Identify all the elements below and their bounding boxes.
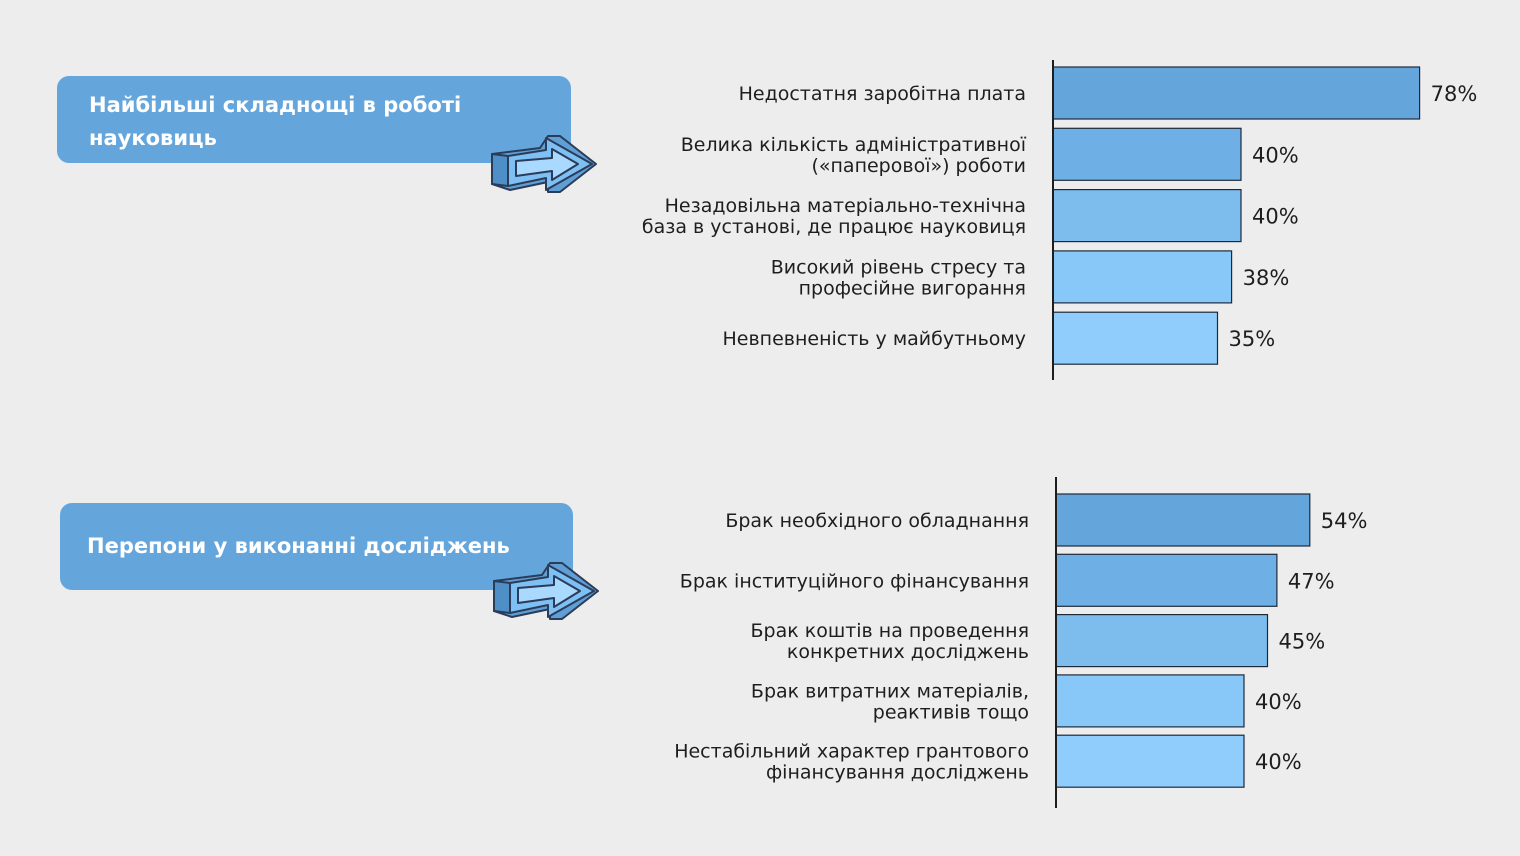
category-label: Брак інституційного фінансування bbox=[679, 570, 1029, 593]
value-label: 40% bbox=[1255, 689, 1302, 714]
bar bbox=[1053, 251, 1232, 303]
value-label: 40% bbox=[1252, 204, 1299, 229]
category-label: Брак необхідного обладнання bbox=[725, 510, 1029, 532]
bar bbox=[1053, 190, 1241, 242]
value-label: 38% bbox=[1242, 265, 1290, 290]
chart-2-title-text: Перепони у виконанні досліджень bbox=[87, 534, 510, 558]
bar bbox=[1056, 735, 1244, 787]
category-label: Незадовільна матеріально-технічна база в установі, де працює науковиця bbox=[641, 195, 1026, 239]
category-label: Нестабільний характер грантового фінансування досліджень bbox=[674, 740, 1029, 784]
value-label: 47% bbox=[1287, 569, 1335, 594]
bar bbox=[1053, 312, 1218, 364]
bar bbox=[1053, 67, 1420, 119]
chart-2 bbox=[674, 477, 1367, 808]
chart-1 bbox=[642, 60, 1477, 380]
bar bbox=[1056, 554, 1277, 606]
bar bbox=[1056, 675, 1244, 727]
bar bbox=[1056, 615, 1268, 667]
category-label: Недостатня заробітна плата bbox=[738, 83, 1026, 105]
value-label: 35% bbox=[1228, 327, 1276, 352]
value-label: 45% bbox=[1278, 629, 1326, 654]
bar bbox=[1056, 494, 1310, 546]
category-label: Високий рівень стресу та професійне вигорання bbox=[770, 256, 1026, 300]
category-label: Брак коштів на проведення конкретних досліджень bbox=[750, 620, 1029, 664]
value-label: 40% bbox=[1255, 750, 1302, 775]
category-label: Невпевненість у майбутньому bbox=[722, 328, 1026, 351]
value-label: 78% bbox=[1430, 82, 1478, 106]
category-label: Велика кількість адміністративної («паперової») роботи bbox=[680, 133, 1026, 177]
bar bbox=[1053, 128, 1241, 180]
chart-1-title-text: Найбільші складнощі в роботі науковиць bbox=[89, 93, 462, 150]
category-label: Брак витратних матеріалів, реактивів тощо bbox=[750, 680, 1029, 724]
value-label: 40% bbox=[1252, 143, 1299, 168]
value-label: 54% bbox=[1320, 509, 1368, 533]
